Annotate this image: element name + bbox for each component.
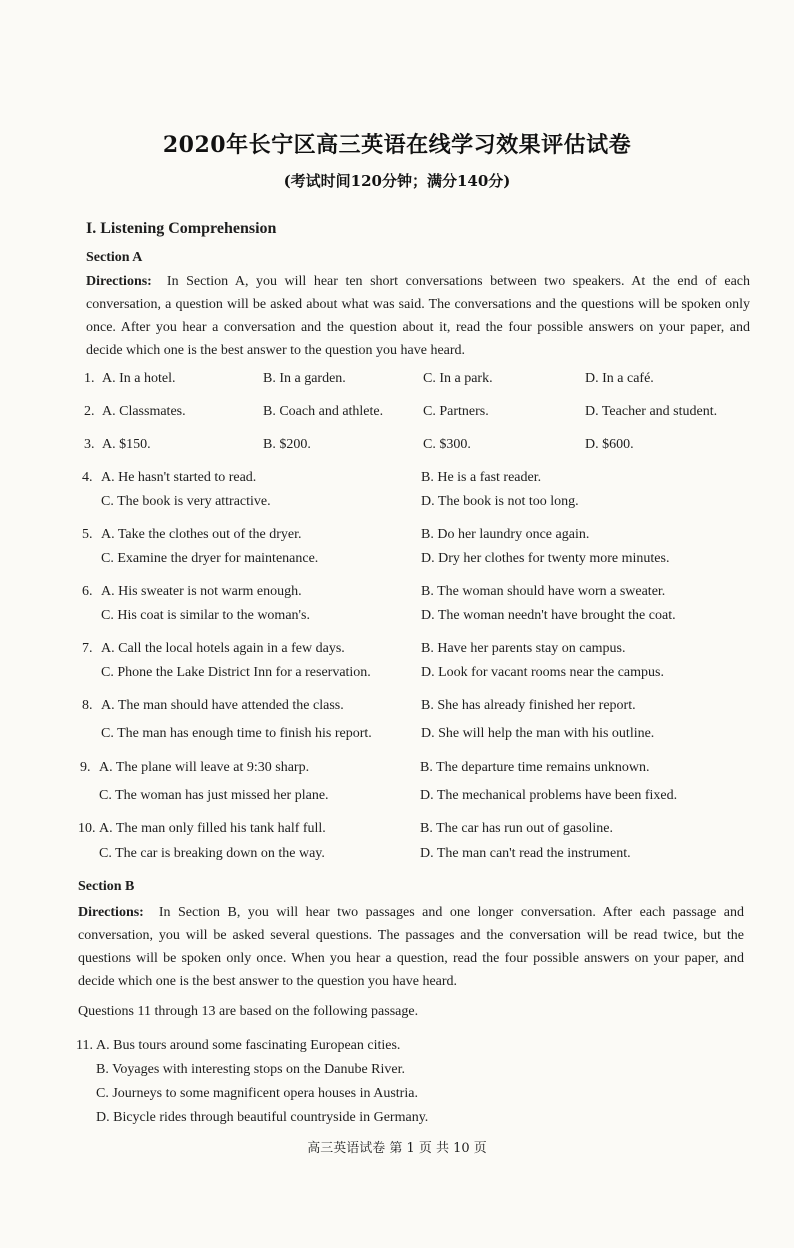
option-b: B. The departure time remains unknown. xyxy=(420,760,650,775)
question-number: 3. xyxy=(84,437,95,452)
option-b: B. In a garden. xyxy=(263,371,346,386)
option-d: D. She will help the man with his outline. xyxy=(421,726,655,741)
part-heading: I. Listening Comprehension xyxy=(86,220,277,237)
option-c: C. In a park. xyxy=(423,371,493,386)
question-number: 8. xyxy=(82,698,93,713)
option-a: A. Classmates. xyxy=(102,404,186,419)
option-d: D. Bicycle rides through beautiful countryside in Germany. xyxy=(96,1110,429,1125)
option-a: A. Call the local hotels again in a few days. xyxy=(101,641,345,656)
directions-label: Directions: xyxy=(78,905,144,920)
option-b: B. Do her laundry once again. xyxy=(421,527,590,542)
option-c: C. The man has enough time to finish his report. xyxy=(101,726,372,741)
option-a: A. His sweater is not warm enough. xyxy=(101,584,302,599)
option-c: C. The book is very attractive. xyxy=(101,494,271,509)
option-c: C. Journeys to some magnificent opera houses in Austria. xyxy=(96,1086,418,1101)
option-c: C. $300. xyxy=(423,437,471,452)
option-a: A. He hasn't started to read. xyxy=(101,470,257,485)
option-b: B. Coach and athlete. xyxy=(263,404,384,419)
option-b: B. The woman should have worn a sweater. xyxy=(421,584,666,599)
question-number: 1. xyxy=(84,371,95,386)
question-number: 2. xyxy=(84,404,95,419)
option-a: A. $150. xyxy=(102,437,151,452)
option-a: A. The man only filled his tank half full. xyxy=(99,821,326,836)
question-number: 4. xyxy=(82,470,93,485)
option-d: D. The mechanical problems have been fixed. xyxy=(420,788,678,803)
section-b-heading: Section B xyxy=(78,879,135,894)
section-a-directions xyxy=(86,270,750,362)
option-d: D. In a café. xyxy=(585,371,654,386)
option-a: A. The plane will leave at 9:30 sharp. xyxy=(99,760,310,775)
option-a: A. The man should have attended the class. xyxy=(101,698,344,713)
question-number: 5. xyxy=(82,527,93,542)
option-b: B. She has already finished her report. xyxy=(421,698,636,713)
option-a: A. In a hotel. xyxy=(102,371,176,386)
option-b: B. Voyages with interesting stops on the Danube River. xyxy=(96,1062,406,1077)
option-b: B. $200. xyxy=(263,437,311,452)
option-c: C. Partners. xyxy=(423,404,489,419)
option-d: D. The book is not too long. xyxy=(421,494,579,509)
question-number: 7. xyxy=(82,641,93,656)
option-d: D. Teacher and student. xyxy=(585,404,718,419)
page-footer: 高三英语试卷 第 1 页 共 10 页 xyxy=(307,1141,487,1156)
question-number: 10. xyxy=(78,821,96,836)
option-b: B. He is a fast reader. xyxy=(421,470,542,485)
option-c: C. Examine the dryer for maintenance. xyxy=(101,551,319,566)
option-b: B. The car has run out of gasoline. xyxy=(420,821,613,836)
passage-intro: Questions 11 through 13 are based on the following passage. xyxy=(78,1004,419,1019)
section-a-heading: Section A xyxy=(86,250,143,265)
exam-subtitle: (考试时间120分钟；满分140分) xyxy=(283,172,511,190)
exam-title: 2020年长宁区高三英语在线学习效果评估试卷 xyxy=(162,132,632,158)
option-d: D. $600. xyxy=(585,437,634,452)
option-b: B. Have her parents stay on campus. xyxy=(421,641,626,656)
option-c: C. The woman has just missed her plane. xyxy=(99,788,329,803)
question-number: 11. xyxy=(76,1038,93,1053)
option-d: D. The woman needn't have brought the coat. xyxy=(421,608,676,623)
question-number: 6. xyxy=(82,584,93,599)
option-a: A. Bus tours around some fascinating European cities. xyxy=(96,1038,401,1053)
section-b-directions xyxy=(78,901,744,993)
option-d: D. Look for vacant rooms near the campus. xyxy=(421,665,664,680)
directions-text: In Section A, you will hear ten short conversations between two speakers. At the end of each conversation, a question will be asked about what was said. The conversations and the questions will be spoken only once. After you hear a conversation and the question about it, read the four possible answers on your paper, and decide which one is the best answer to the question you have heard. xyxy=(86,274,751,358)
option-c: C. Phone the Lake District Inn for a reservation. xyxy=(101,665,371,680)
directions-label: Directions: xyxy=(86,274,152,289)
option-c: C. His coat is similar to the woman's. xyxy=(101,608,311,623)
question-number: 9. xyxy=(80,760,91,775)
option-d: D. The man can't read the instrument. xyxy=(420,846,631,861)
option-c: C. The car is breaking down on the way. xyxy=(99,846,325,861)
directions-text: In Section B, you will hear two passages and one longer conversation. After each passage and conversation, you will be asked several questions. The passages and the conversation will be read twice, but the questions will be spoken only once. When you hear a question, read the four possible answers on your paper, and decide which one is the best answer to the question you have heard. xyxy=(78,905,745,989)
option-a: A. Take the clothes out of the dryer. xyxy=(101,527,302,542)
option-d: D. Dry her clothes for twenty more minutes. xyxy=(421,551,670,566)
